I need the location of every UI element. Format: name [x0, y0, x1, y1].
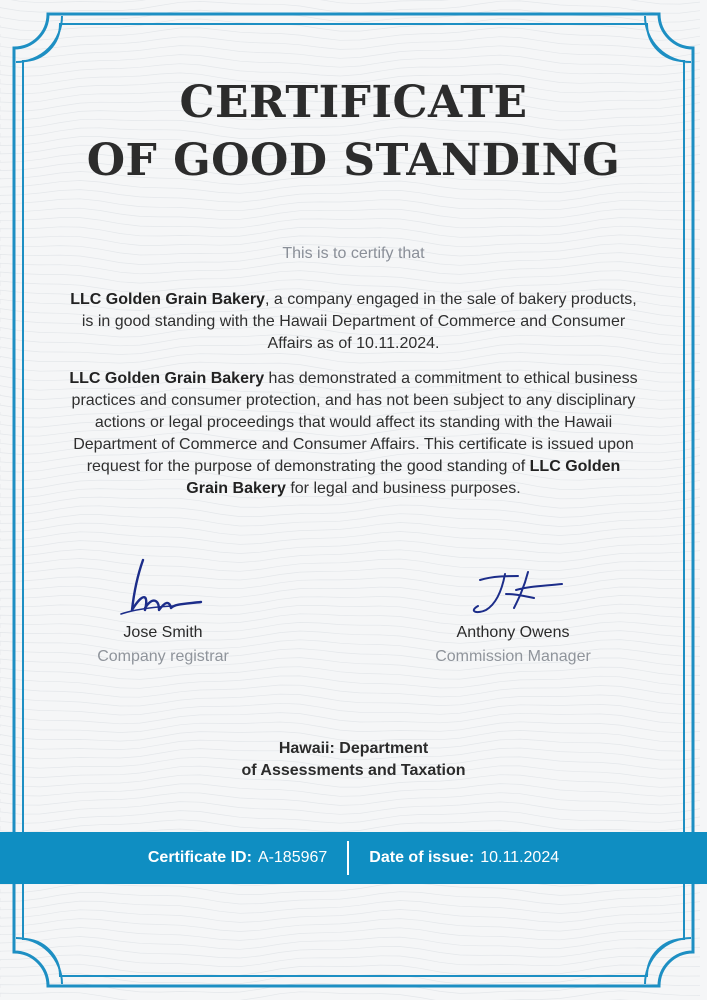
certificate-id	[148, 849, 327, 867]
title-line-1: CERTIFICATE	[179, 77, 528, 128]
intro-text: This is to certify that	[282, 245, 425, 262]
signature-block-manager	[393, 568, 633, 666]
signature-block-registrar	[43, 552, 283, 666]
company-name: LLC Golden Grain Bakery	[69, 370, 265, 387]
certificate-id-value: A-185967	[257, 849, 328, 866]
title-line-2: OF GOOD STANDING	[86, 135, 621, 186]
certificate-title	[0, 74, 707, 190]
commitment-text: has demonstrated a commitment to ethical business practices and consumer protection, and has not been subject to any disciplinary actions or legal proceedings that would affect its standing with the Hawaii Department of Commerce and Consumer Affairs. This certificate is issued upon request for the purpose of demonstrating the good standing of	[71, 370, 638, 475]
issuer-line-2: of Assessments and Taxation	[241, 762, 466, 779]
signer-name: Jose Smith	[123, 624, 203, 641]
certificate-info-bar	[0, 832, 707, 884]
signer-name: Anthony Owens	[456, 624, 570, 641]
signer-role: Company registrar	[97, 648, 229, 665]
signature-anthony-owens	[458, 568, 568, 620]
issuing-authority	[0, 738, 707, 782]
company-name: LLC Golden Grain Bakery	[186, 458, 621, 497]
commitment-paragraph	[64, 368, 643, 500]
date-value: 10.11.2024	[480, 849, 560, 866]
signature-jose-smith	[113, 552, 213, 620]
purpose-text: for legal and business purposes.	[285, 480, 521, 497]
info-divider	[347, 841, 349, 875]
certificate-id-label: Certificate ID:	[147, 849, 252, 866]
standing-paragraph	[64, 289, 643, 355]
standing-text: , a company engaged in the sale of bakery products, is in good standing with the Hawaii Department of Commerce and Consumer Affairs as of 10.11.2024.	[81, 291, 637, 352]
date-label: Date of issue:	[369, 849, 475, 866]
issuer-line-1: Hawaii: Department	[278, 740, 429, 757]
company-name: LLC Golden Grain Bakery	[70, 291, 265, 308]
signer-role: Commission Manager	[435, 648, 591, 665]
date-of-issue	[369, 849, 559, 867]
